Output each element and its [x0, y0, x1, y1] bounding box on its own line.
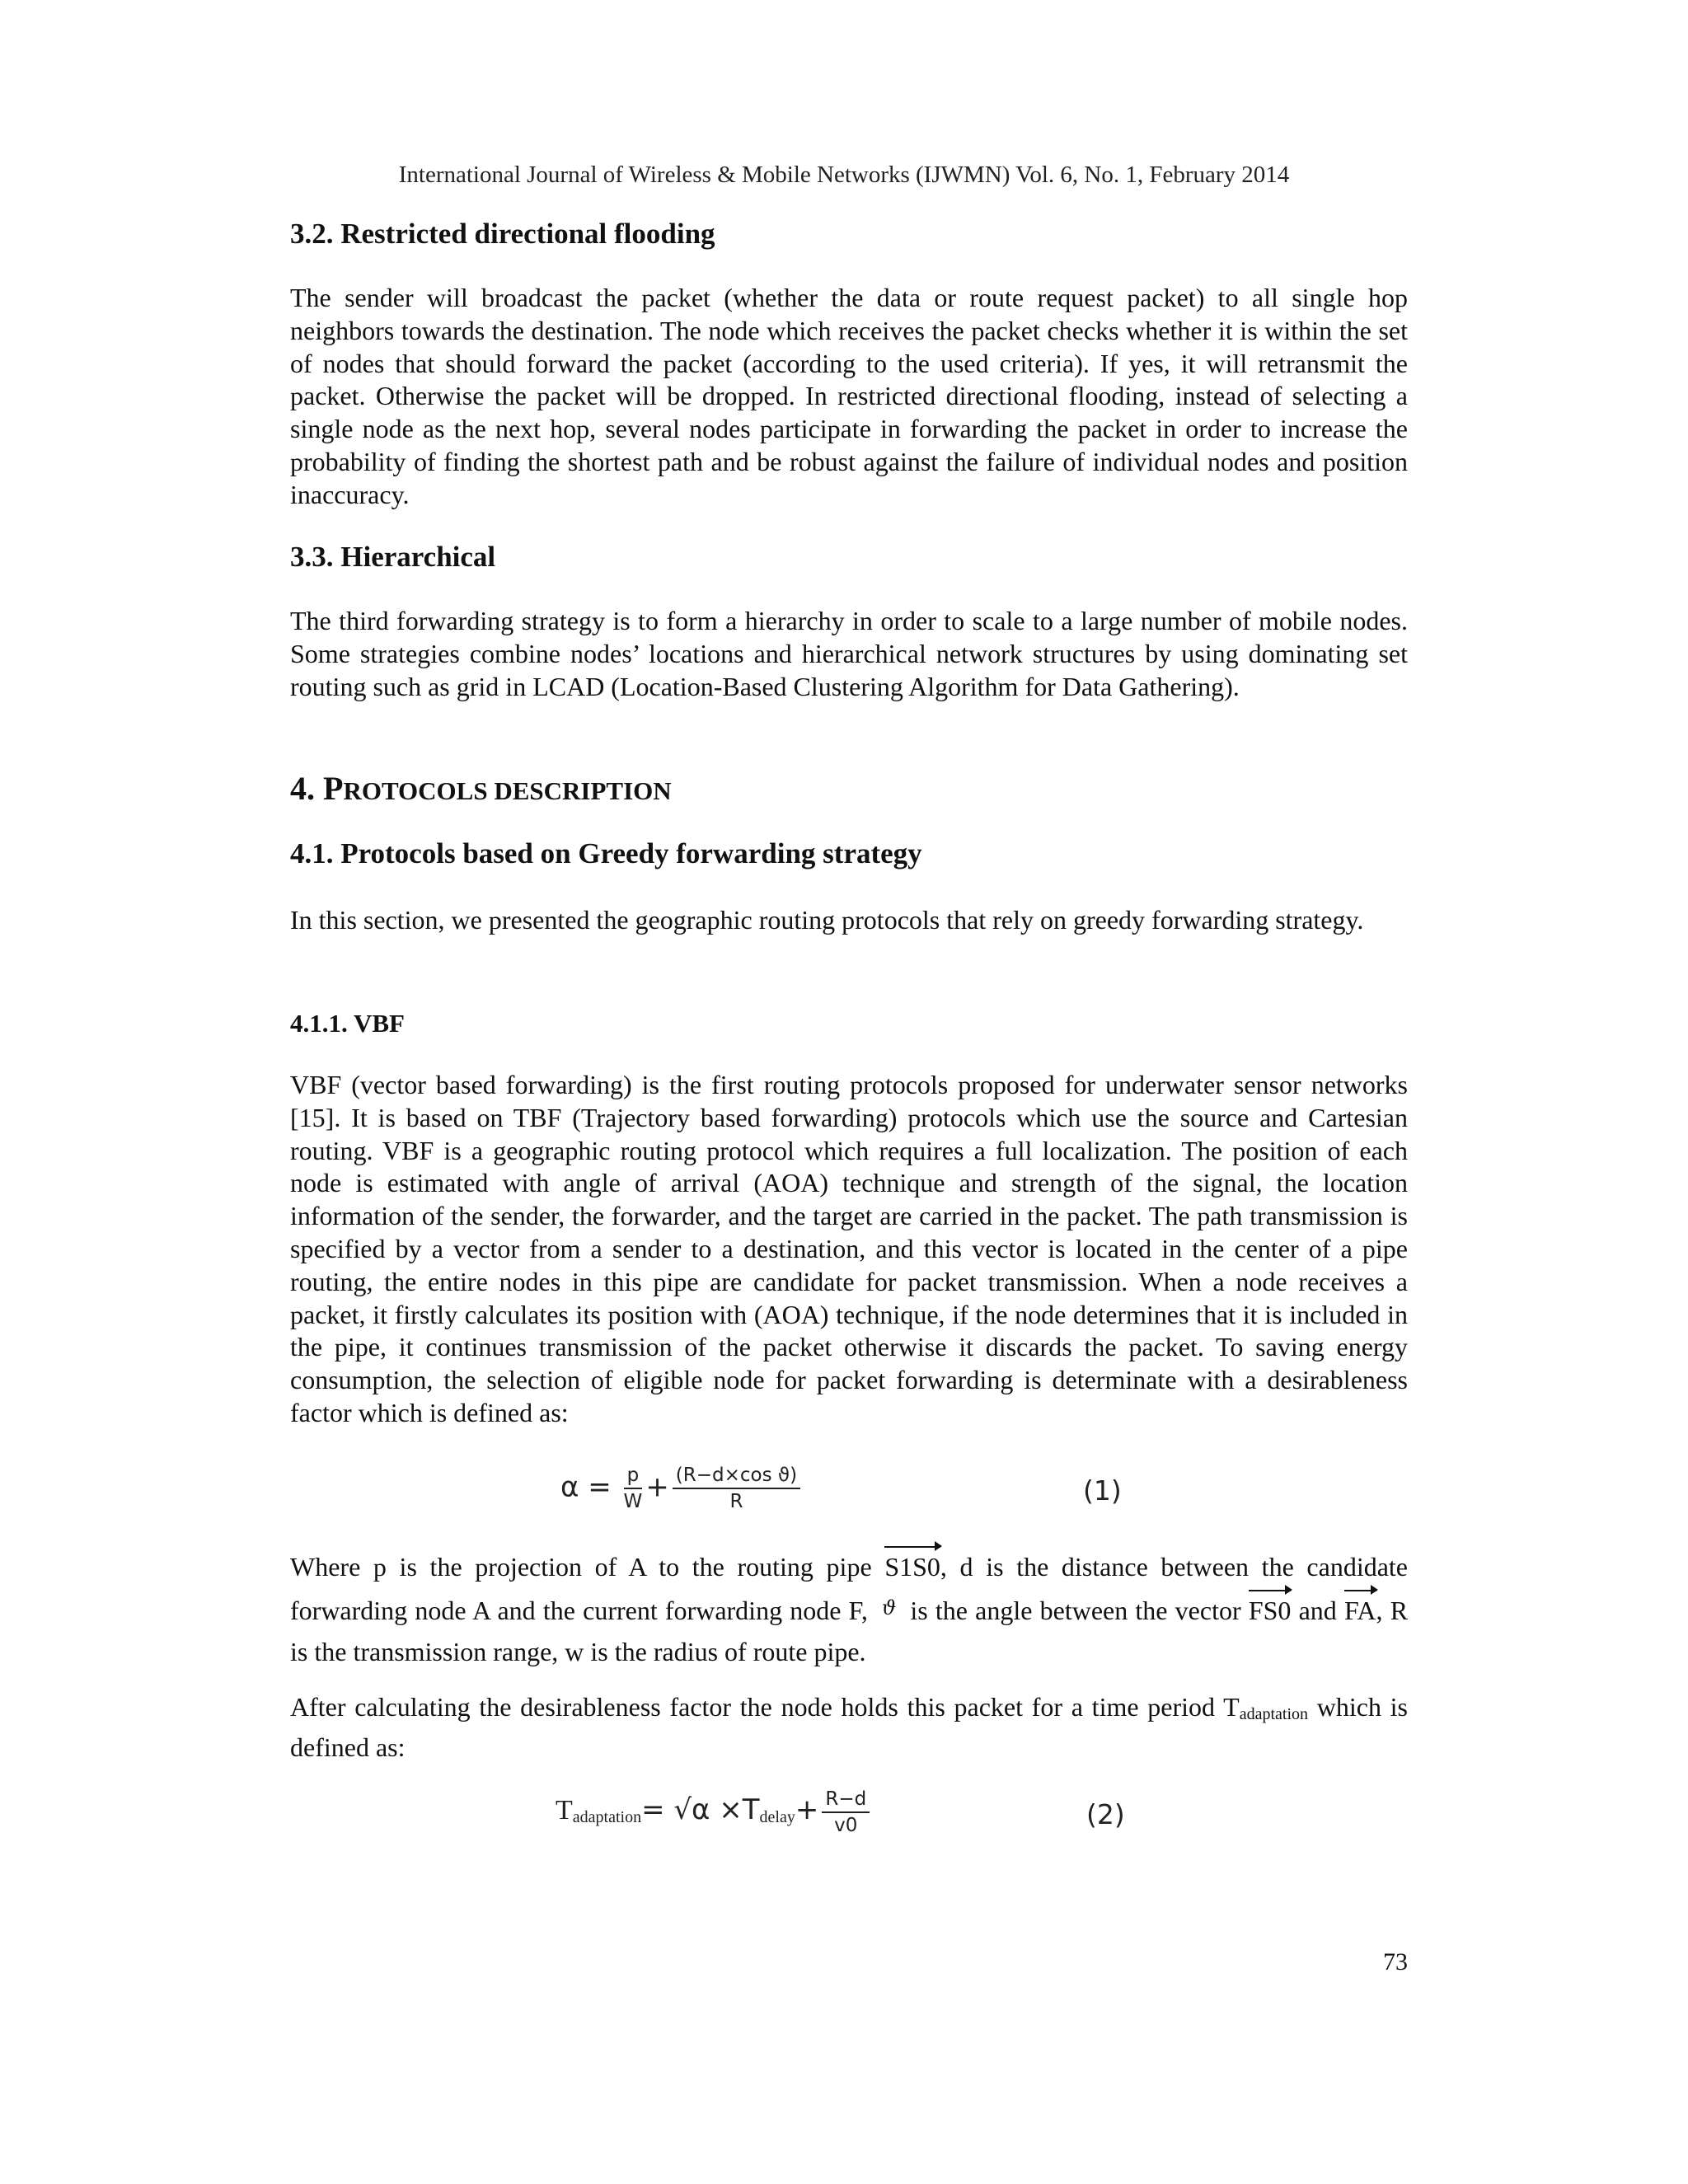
- eq2-t-sub: adaptation: [572, 1807, 642, 1826]
- text-run: , d is the distance between the candidate forwarding node A and the current forwarding node F,: [290, 1552, 1409, 1625]
- paragraph: The sender will broadcast the packet (whether the data or route request packet) to all single hop neighbors towards the destination. The node which receives the packet checks whether it is within the set of nodes that should forward the packet (according to the used criteria). If yes, it will retransmit the packet. Otherwise the packet will be dropped. In restricted directional flooding, instead of selecting a single node as the next hop, several nodes participate in forwarding the packet in order to increase the probability of finding the shortest path and be robust against the failure of individual nodes and position inaccuracy.: [290, 283, 1408, 509]
- eq2-denominator: v0: [834, 1815, 858, 1836]
- text-run: Where p is the projection of A to the routing pipe: [290, 1552, 885, 1582]
- eq1-frac2-numerator: (R−d×cos ϑ): [673, 1463, 800, 1489]
- chapter-heading-number: 4. P: [290, 770, 344, 807]
- eq2-plus: +: [795, 1793, 819, 1826]
- text-run: , R is the transmission range, w is the radius of route pipe.: [290, 1596, 1409, 1666]
- section-3-2-body: [290, 282, 1408, 512]
- paragraph: The third forwarding strategy is to form a hierarchy in order to scale to a large number of mobile nodes. Some strategies combine nodes’ locations and hierarchical network structures by using dominating set routing such as grid in LCAD (Location-Based Clustering Algorithm for Data Gathering).: [290, 606, 1408, 701]
- where-paragraph-block: [290, 1546, 1408, 1672]
- eq1-fraction-2: [673, 1463, 800, 1514]
- eq1-plus: +: [645, 1470, 669, 1504]
- eq1-lhs: α =: [560, 1470, 612, 1504]
- subsection-heading: 4.1.1. VBF: [290, 1009, 405, 1038]
- equation-1: [290, 1463, 1408, 1537]
- text-run: is the angle between the vector: [903, 1596, 1249, 1625]
- text-run: After calculating the desirableness factor the node holds this packet for a time period T: [290, 1692, 1240, 1722]
- eq2-delay-sub: delay: [759, 1807, 795, 1826]
- paragraph: In this section, we presented the geographic routing protocols that rely on greedy forwarding strategy.: [290, 905, 1364, 935]
- equation-2: [290, 1787, 1408, 1861]
- eq2-numerator: R−d: [822, 1787, 870, 1813]
- equation-2-body: [556, 1787, 873, 1838]
- theta-symbol: ϑ: [882, 1596, 897, 1619]
- equation-2-number: (2): [1086, 1798, 1125, 1830]
- section-3-3: [290, 539, 1408, 575]
- eq1-frac2-denominator: R: [729, 1491, 743, 1512]
- vector-fs0: FS0: [1249, 1590, 1292, 1631]
- section-heading: 3.3. Hierarchical: [290, 541, 496, 573]
- vector-fa: FA: [1344, 1590, 1376, 1631]
- after-paragraph: [290, 1691, 1408, 1765]
- section-heading: 3.2. Restricted directional flooding: [290, 218, 715, 250]
- section-3-2: [290, 216, 1408, 252]
- page-number: 73: [1383, 1948, 1408, 1975]
- after-paragraph-block: [290, 1691, 1408, 1765]
- text-run: and: [1291, 1596, 1344, 1625]
- eq1-fraction-1: [624, 1463, 643, 1514]
- vector-s1s0: S1S0: [884, 1546, 940, 1587]
- where-paragraph: [290, 1546, 1408, 1672]
- eq1-frac1-denominator: W: [623, 1491, 643, 1512]
- section-4: [290, 769, 1408, 811]
- chapter-heading-text: ROTOCOLS DESCRIPTION: [343, 776, 672, 805]
- section-4-1-1: [290, 1007, 1408, 1040]
- paragraph: VBF (vector based forwarding) is the first routing protocols proposed for underwater sensor networks [15]. It is based on TBF (Trajectory based forwarding) protocols which use the source and Cartesian routing. VBF is a geographic routing protocol which requires a full localization. The position of each node is estimated with angle of arrival (AOA) technique and strength of the signal, the location information of the sender, the forwarder, and the target are carried in the packet. The path transmission is specified by a vector from a sender to a destination, and this vector is located in the center of a pipe routing, the entire nodes in this pipe are candidate for packet transmission. When a node receives a packet, it firstly calculates its position with (AOA) technique, if the node determines that it is included in the pipe, it continues transmission of the packet otherwise it discards the packet. To saving energy consumption, the selection of eligible node for packet forwarding is determinate with a desirableness factor which is defined as:: [290, 1070, 1408, 1427]
- section-4-1-body: [290, 904, 1408, 937]
- chapter-heading: [290, 769, 1408, 811]
- eq2-main: = √α ×T: [641, 1793, 760, 1826]
- section-4-1-1-body: [290, 1069, 1408, 1430]
- text-run: which is defined as:: [290, 1692, 1409, 1762]
- eq2-fraction: [822, 1787, 870, 1838]
- section-3-3-body: [290, 605, 1408, 703]
- eq2-t: T: [556, 1794, 573, 1825]
- equation-1-body: [560, 1463, 804, 1514]
- section-heading: 4.1. Protocols based on Greedy forwarding strategy: [290, 837, 922, 869]
- running-header: International Journal of Wireless & Mobile Networks (IJWMN) Vol. 6, No. 1, February 2014: [398, 162, 1290, 188]
- subscript: adaptation: [1239, 1705, 1309, 1723]
- section-4-1: [290, 836, 1408, 872]
- equation-1-number: (1): [1083, 1474, 1122, 1507]
- eq1-frac1-numerator: p: [624, 1463, 643, 1489]
